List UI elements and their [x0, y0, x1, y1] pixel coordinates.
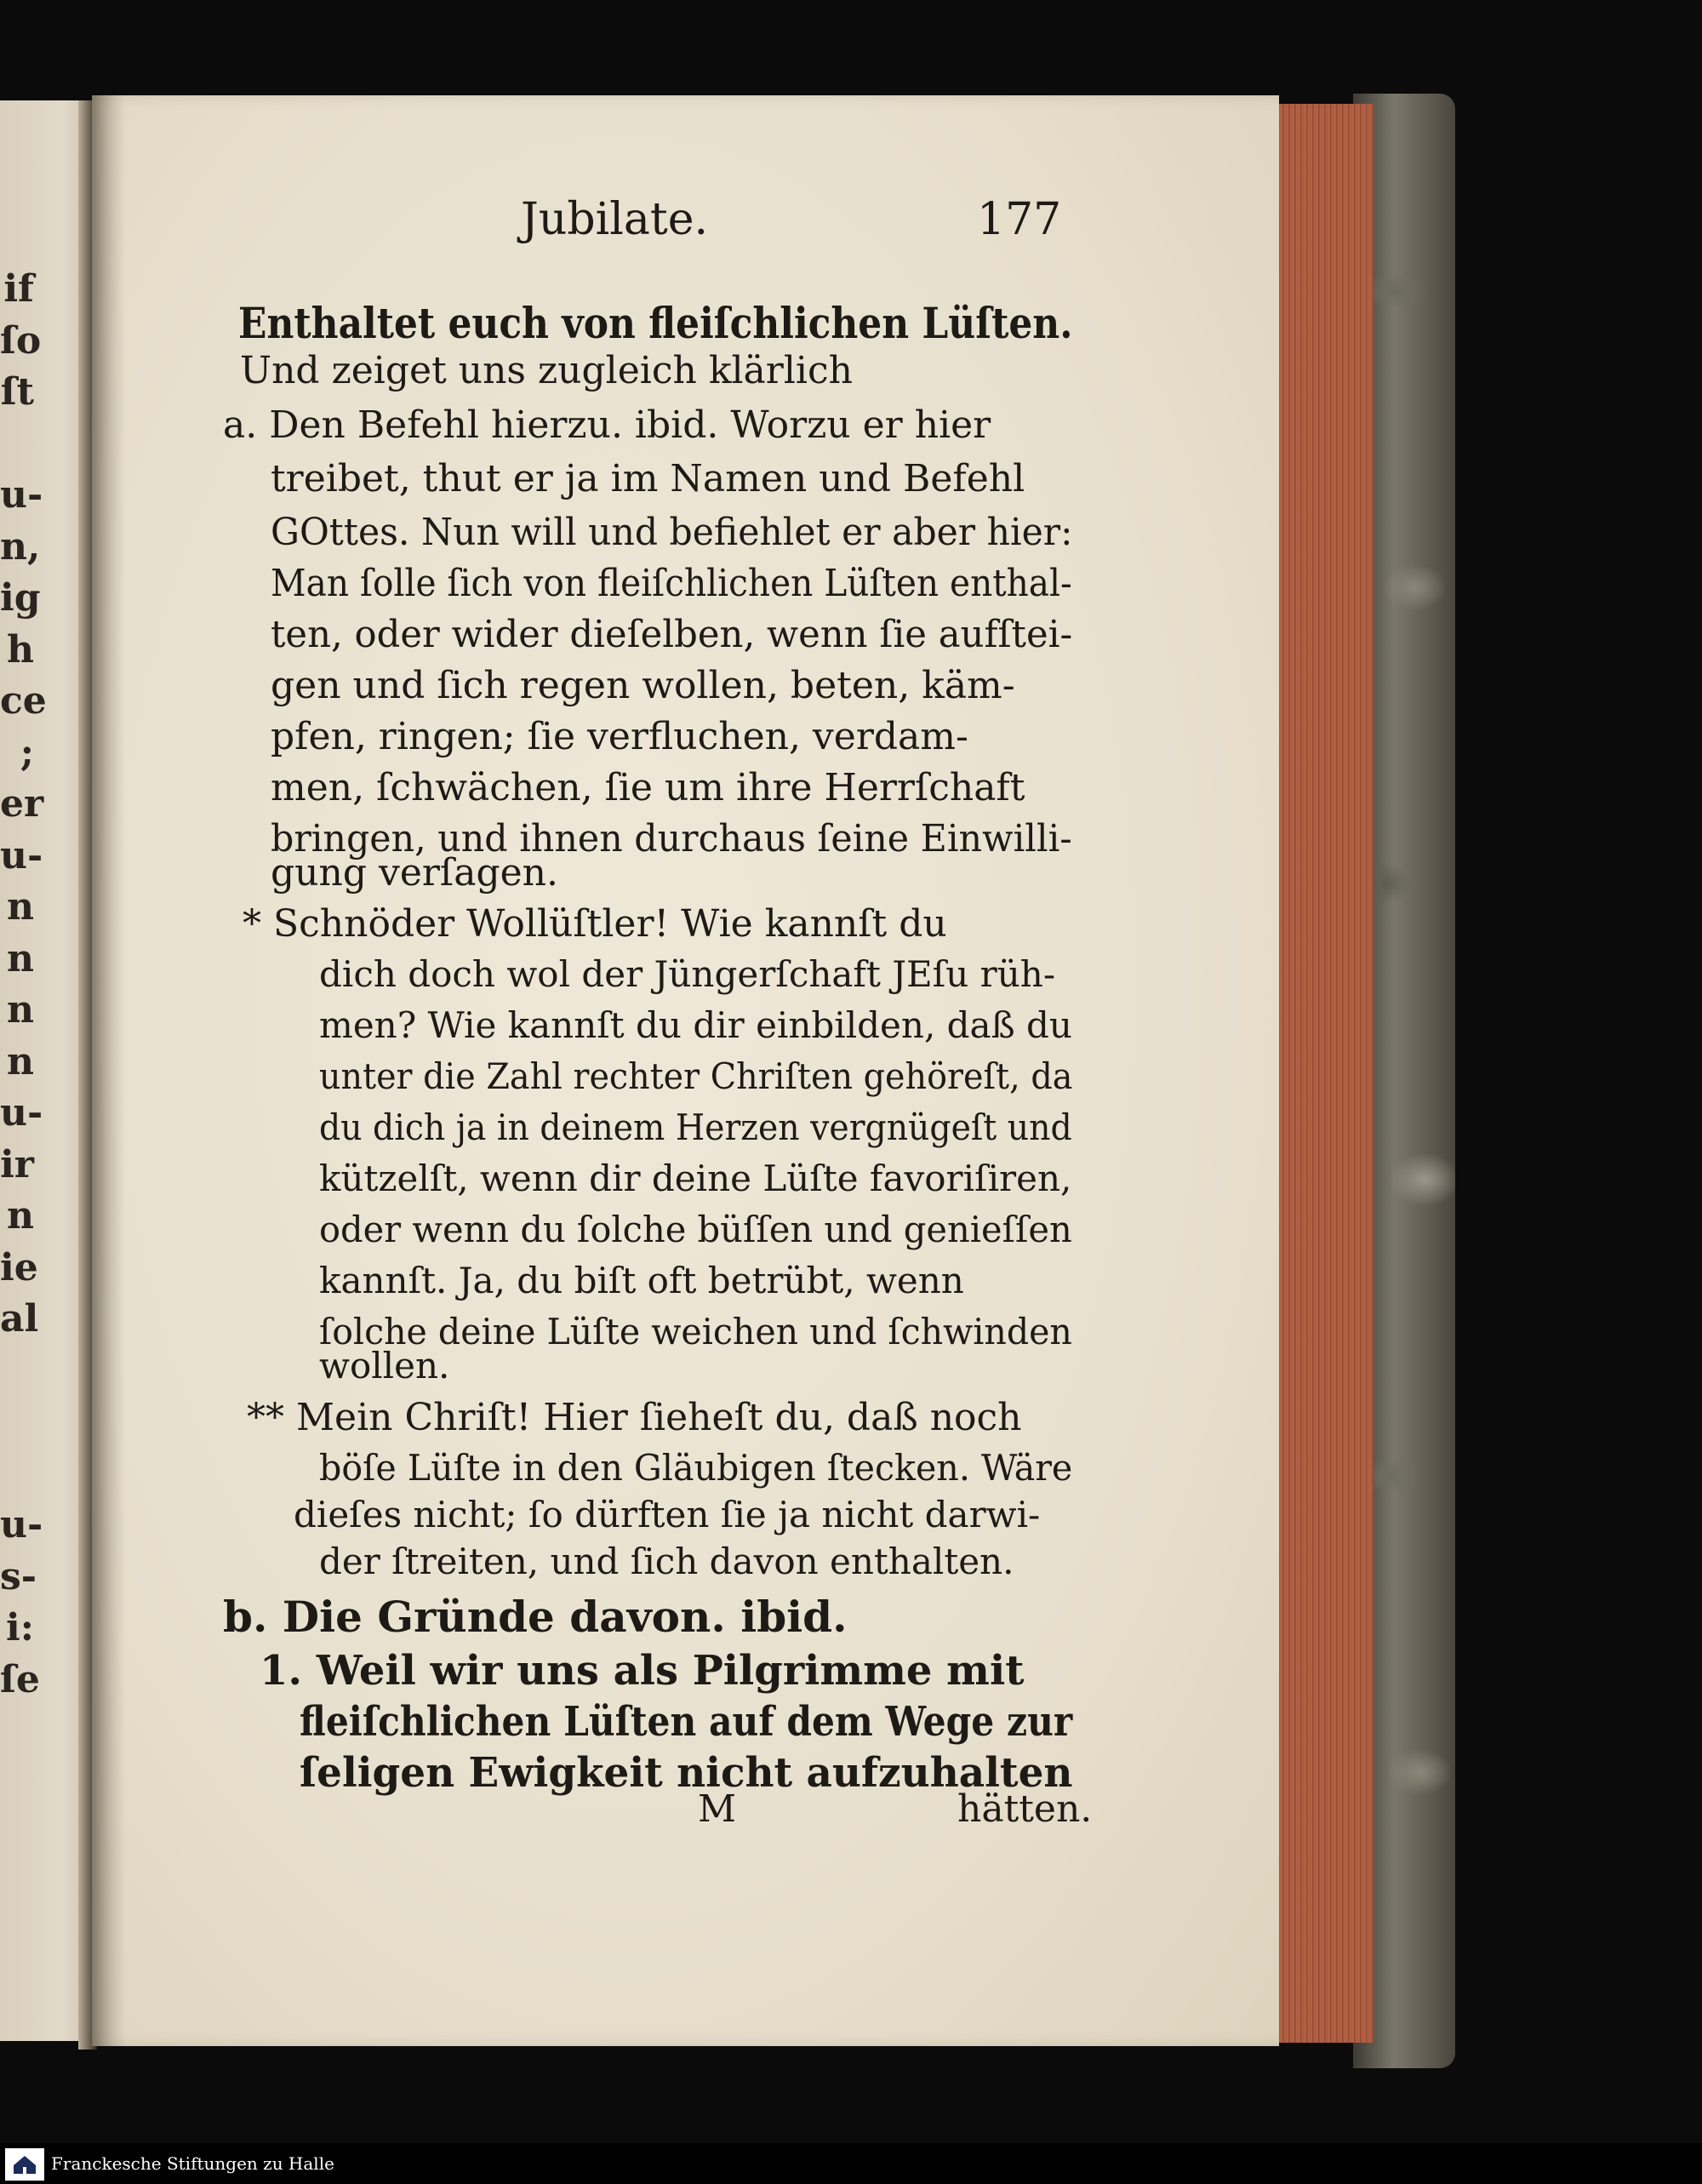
facing-page-fragment: n: [7, 1039, 34, 1083]
facing-page-fragment: h: [7, 627, 34, 672]
facing-page-fragment: [0, 1449, 34, 1501]
facing-page-fragment: ſo: [0, 318, 42, 363]
text-line: bringen, und ihnen durchaus ſeine Einwilli-: [271, 817, 1072, 860]
text-line: wollen.: [319, 1345, 450, 1386]
facing-page-fragment: ce: [0, 679, 47, 723]
facing-page-fragment: er: [0, 782, 44, 826]
page-number: 177: [977, 194, 1062, 245]
facing-page-fragment: [0, 1397, 34, 1449]
text-line: du dich ja in deinem Herzen vergnügeſt und: [319, 1106, 1072, 1148]
facing-page-fragment: u-: [0, 1503, 43, 1547]
text-line: Man ſolle ſich von fleiſchlichen Lüſten enthal-: [271, 562, 1072, 605]
text-line: ten, oder wider dieſelben, wenn ſie aufſtei-: [271, 613, 1073, 656]
facing-page-fragment: ;: [20, 730, 34, 775]
page-gutter-shadow: [92, 95, 126, 2046]
facing-page-fragment: n: [7, 988, 34, 1032]
text-line: Enthaltet euch von fleiſchlichen Lüſten.: [238, 298, 1073, 348]
facing-page-text: [0, 264, 47, 1706]
text-line: ſolche deine Lüſte weichen und ſchwinden: [319, 1311, 1072, 1352]
text-line: böſe Lüſte in den Gläubigen ſtecken. Wäre: [319, 1447, 1073, 1489]
facing-page-fragment: if: [3, 267, 34, 311]
text-line: oder wenn du ſolche büſſen und genieſſen: [319, 1209, 1072, 1250]
facing-page-fragment: u-: [0, 473, 43, 517]
text-line: Und zeiget uns zugleich klärlich: [240, 349, 853, 392]
facing-page-fragment: i:: [6, 1606, 34, 1649]
text-line: * Schnöder Wollüſtler! Wie kannſt du: [243, 902, 947, 946]
text-line: unter die Zahl rechter Chriſten gehöreſt, da: [319, 1055, 1073, 1097]
facing-page-fragment: u-: [0, 833, 43, 878]
text-line: dich doch wol der Jüngerſchaft JEſu rüh-: [319, 953, 1056, 995]
text-line: b. Die Gründe davon. ibid.: [223, 1592, 848, 1642]
text-line: kützelſt, wenn dir deine Lüſte favoriſiren,: [319, 1158, 1072, 1199]
text-line: a. Den Befehl hierzu. ibid. Worzu er hier: [223, 403, 991, 447]
facing-page-fragment: n: [7, 1194, 34, 1238]
facing-page-fragment: s-: [0, 1554, 37, 1598]
text-line: GOttes. Nun will und befiehlet er aber hier:: [271, 511, 1073, 554]
facing-page-fragment: ir: [0, 1142, 34, 1186]
text-line: ** Mein Chriſt! Hier ſieheſt du, daß noch: [247, 1396, 1022, 1439]
text-line: pfen, ringen; ſie verfluchen, verdam-: [271, 715, 968, 758]
facing-page-fragment: [0, 419, 34, 471]
page-edges: [1268, 104, 1374, 2043]
facing-page-fragment: ig: [0, 576, 41, 620]
text-line: men? Wie kannſt du dir einbilden, daß du: [319, 1004, 1072, 1046]
facing-page-fragment: n: [7, 936, 34, 981]
running-title: Jubilate.: [521, 194, 709, 245]
facing-page-fragment: n: [7, 885, 34, 929]
text-line: kannſt. Ja, du biſt oft betrübt, wenn: [319, 1260, 964, 1301]
facing-page-fragment: ſt: [0, 370, 34, 414]
institution-name: Franckesche Stiftungen zu Halle: [51, 2153, 334, 2174]
text-line: 1. Weil wir uns als Pilgrimme mit: [260, 1647, 1025, 1695]
text-line: men, ſchwächen, ſie um ihre Herrſchaft: [271, 766, 1025, 809]
facing-page-fragment: [0, 1346, 34, 1398]
facing-page-fragment: al: [0, 1297, 39, 1341]
facing-page-fragment: ie: [0, 1245, 38, 1289]
signature-mark: M: [698, 1787, 737, 1831]
facing-page-fragment: u-: [0, 1091, 43, 1135]
text-line: gen und ſich regen wollen, beten, käm-: [271, 664, 1015, 707]
institution-logo-icon: [5, 2148, 44, 2181]
text-line: fleiſchlichen Lüſten auf dem Wege zur: [300, 1698, 1073, 1746]
text-line: dieſes nicht; ſo dürften ſie ja nicht darwi-: [294, 1494, 1041, 1535]
text-line: der ſtreiten, und ſich davon enthalten.: [319, 1541, 1014, 1582]
facing-page-fragment: ſe: [0, 1657, 40, 1701]
facing-page-fragment: n,: [0, 524, 41, 569]
text-line: gung verſagen.: [271, 851, 558, 895]
text-line: treibet, thut er ja im Namen und Befehl: [271, 457, 1025, 500]
text-line: ſeligen Ewigkeit nicht aufzuhalten: [300, 1749, 1073, 1797]
catchword: hätten.: [957, 1787, 1093, 1831]
